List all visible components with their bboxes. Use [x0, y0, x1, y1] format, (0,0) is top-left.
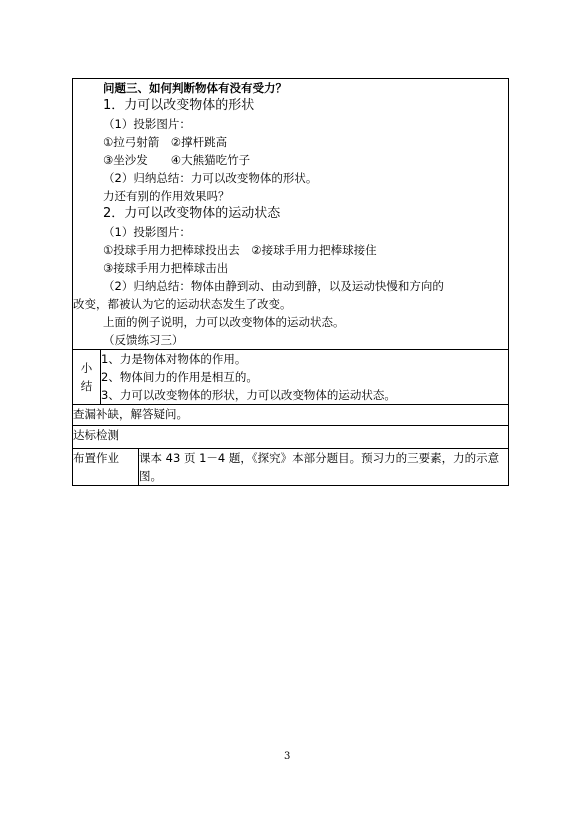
- homework-content-cell: 课本 43 页 1－4 题，《探究》本部分题目。预习力的三要素，力的示意图。: [139, 449, 509, 486]
- feedback-label: （反馈练习三）: [103, 333, 184, 347]
- summary-item: 1、力是物体对物体的作用。: [101, 352, 247, 366]
- check-cell: 达标检测: [73, 426, 509, 449]
- summary-content-cell: [101, 350, 509, 405]
- examples-two-row-one: ①投球手用力把棒球投出去 ②接球手用力把棒球接住: [103, 243, 377, 257]
- page-number: 3: [284, 751, 291, 762]
- review-cell: 查漏补缺，解答疑问。: [73, 405, 509, 426]
- point-two-heading: 2．力可以改变物体的运动状态: [103, 206, 281, 221]
- projection-one-label: （1）投影图片：: [103, 117, 191, 131]
- summary-row: [73, 350, 509, 405]
- summary-two-line-one: （2）归纳总结：物体由静到动、由动到静，以及运动快慢和方向的: [103, 279, 444, 293]
- summary-item: 2、物体间力的作用是相互的。: [101, 370, 258, 384]
- examples-row-two: ③坐沙发 ④大熊猫吃竹子: [103, 153, 251, 167]
- summary-label-char-two: 结: [80, 379, 93, 393]
- examples-row-one: ①拉弓射箭 ②撑杆跳高: [103, 135, 228, 149]
- lesson-table: [72, 78, 509, 486]
- homework-row: [73, 449, 509, 486]
- follow-up-question: 力还有别的作用效果吗？: [103, 189, 230, 203]
- main-content-cell: [73, 79, 509, 350]
- check-row: [73, 426, 509, 449]
- homework-label-cell: 布置作业: [73, 449, 139, 486]
- conclusion-text: 上面的例子说明，力可以改变物体的运动状态。: [103, 315, 345, 329]
- summary-two-line-two: 改变，都被认为它的运动状态发生了改变。: [73, 297, 292, 311]
- summary-item: 3、力可以改变物体的形状，力可以改变物体的运动状态。: [101, 388, 396, 402]
- review-row: [73, 405, 509, 426]
- examples-two-row-two: ③接球手用力把棒球击出: [103, 261, 229, 275]
- summary-label-char-one: 小: [80, 361, 93, 375]
- question-three-title: 问题三、如何判断物体有没有受力？: [103, 81, 287, 95]
- main-row: [73, 79, 509, 350]
- point-one-heading: 1．力可以改变物体的形状: [103, 98, 255, 113]
- summary-label-cell: [73, 350, 101, 405]
- projection-two-label: （1）投影图片：: [103, 225, 191, 239]
- summary-one: （2）归纳总结：力可以改变物体的形状。: [103, 171, 318, 185]
